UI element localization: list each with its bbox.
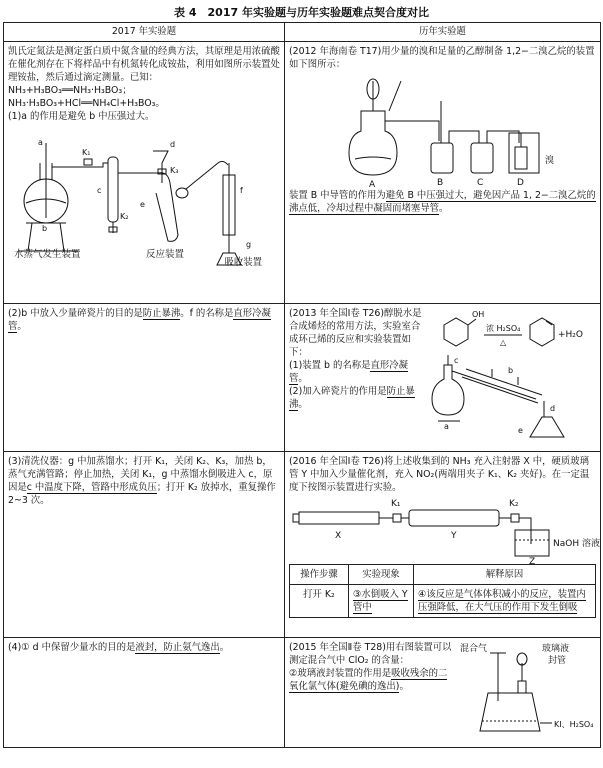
eq-condition-heat: △ <box>500 338 507 347</box>
phenomenon-reason-text: ④该反应是气体体积减小的反应，装置内压强降低，在大气压的作用下发生倒吸 <box>418 589 586 613</box>
fig2-label-B: B <box>437 178 444 188</box>
row4-left-pre: (4)① d 中保留少量水的目的是 <box>8 642 136 653</box>
row1-right-intro: (2012 年海南卷 T17)用少量的溴和足量的乙醇制备 1,2−二溴乙烷的装置如下图所示： <box>289 46 595 70</box>
row2-q1-post: 。 <box>298 373 308 384</box>
row4-left-post: 。 <box>219 642 230 653</box>
row1-left <box>4 42 285 304</box>
fig4-label-naoh: NaOH 溶液 <box>553 539 600 549</box>
row3-left-post: ；打开 K₂ 放掉水，重复操作 2~3 次。 <box>8 482 276 506</box>
nh3-no2-apparatus-figure <box>289 494 600 567</box>
fig4-label-k2: K₂ <box>509 499 519 509</box>
fig1-label-k3: K₃ <box>170 166 179 175</box>
row4-right <box>285 638 601 748</box>
fig1-caption-reaction: 反应装置 <box>146 249 185 260</box>
phenomenon-table <box>289 564 596 618</box>
fig3-label-b: b <box>508 366 514 375</box>
row1-right-answer <box>289 189 596 215</box>
kjeldahl-apparatus-figure <box>8 123 278 258</box>
row3-left <box>4 452 285 638</box>
row3-right <box>285 452 601 638</box>
fig4-label-y: Y <box>451 531 457 541</box>
row4-left <box>4 638 285 748</box>
phenomenon-step: 打开 K₂ <box>290 585 349 618</box>
row1-right-answer-post: 。 <box>439 203 449 214</box>
row2-left-pre: (2)b 中放入少量碎瓷片的目的是 <box>8 308 143 319</box>
phenomenon-reason <box>414 585 596 618</box>
row2-q2-pre: (2)加入碎瓷片的作用是 <box>289 386 387 397</box>
phenomenon-observation-text: ③水倒吸入 Y 管中 <box>353 589 408 613</box>
row4-left-underlined: 液封，防止氨气逸出 <box>135 642 220 653</box>
table-row-2 <box>4 304 601 452</box>
row4-right-intro: (2015 年全国Ⅱ卷 T28)用右图装置可以测定混合气中 ClO₂ 的含量： <box>289 642 452 666</box>
row4-right-q-post: 。 <box>399 681 409 692</box>
fig3-label-d: d <box>550 404 556 413</box>
fig2-label-bromine: 溴 <box>545 156 555 166</box>
fig1-label-b: b <box>42 224 48 233</box>
row1-right-answer-pre: 装置 B 中导管的作用为 <box>289 190 386 201</box>
fig3-label-a: a <box>444 422 449 431</box>
phenomenon-header-reason: 解释原因 <box>414 565 596 585</box>
fig1-label-k1: K₁ <box>82 148 91 157</box>
eq-condition-acid: 浓 H₂SO₄ <box>486 324 521 333</box>
row3-left-underlined: c 中温度下降，管路中形成负压 <box>26 482 157 493</box>
fig4-label-z: Z <box>529 557 536 567</box>
row3-right-intro: (2016 年全国Ⅰ卷 T26)将上述收集到的 NH₃ 充入注射器 X 中，硬质玻璃管 Y 中加入少量催化剂，充入 NO₂(两端用夹子 K₁、K₂ 夹好)。在一定温度下按图示装置进行实验。 <box>289 456 590 493</box>
fig1-label-c: c <box>97 186 102 195</box>
fig5-label-reagent: KI、H₂SO₄ <box>554 720 594 729</box>
row2-q2-underlined: 防止暴沸 <box>289 386 415 410</box>
dibromoethane-apparatus-figure <box>289 71 595 189</box>
row2-left <box>4 304 285 452</box>
fig3-label-c: c <box>454 356 459 365</box>
row4-right-q-pre: ②玻璃液封装置的作用是 <box>289 668 392 679</box>
row2-left-u2: 直形冷凝管 <box>8 308 271 332</box>
fig3-label-e: e <box>518 426 523 435</box>
fig5-label-seal-2: 封管 <box>548 656 567 666</box>
row1-left-text: 凯氏定氮法是测定蛋白质中氮含量的经典方法，其原理是用浓硫酸在催化剂存在下将样品中有机氮转化成铵盐，利用如图所示装置处理铵盐，然后通过滴定测量。已知：NH₃+H₃BO₃══NH₃·H₃BO₃；NH₃·H₃BO₃+HCl══NH₄Cl+H₃BO₃。 <box>8 46 280 109</box>
phenomenon-row <box>290 585 596 618</box>
fig4-label-k1: K₁ <box>391 499 401 509</box>
table-row-3 <box>4 452 601 638</box>
header-past: 历年实验题 <box>285 23 601 42</box>
row2-right-intro: (2013 年全国Ⅰ卷 T26)醇脱水是合成烯烃的常用方法，实验室合成环己烯的反应和实验装置如下： <box>289 308 422 358</box>
row2-left-u1: 防止暴沸 <box>142 308 181 319</box>
row1-right-answer-underlined: 避免 B 中压强过大，避免因产品 1, 2−二溴乙烷的沸点低，冷却过程中凝固而堵塞导管 <box>289 190 596 214</box>
row2-q2-post: 。 <box>298 399 308 410</box>
table-row-1 <box>4 42 601 304</box>
header-2017: 2017 年实验题 <box>4 23 285 42</box>
fig1-label-k2: K₂ <box>120 212 129 221</box>
fig1-label-d: d <box>170 140 176 149</box>
fig1-label-e: e <box>140 200 145 209</box>
phenomenon-header-row <box>290 565 596 585</box>
header-row <box>4 23 601 42</box>
fig4-label-x: X <box>335 531 342 541</box>
eq-product: +H₂O <box>558 330 584 340</box>
fig5-label-seal-1: 玻璃液 <box>542 644 570 654</box>
fig5-label-mixed-gas: 混合气 <box>460 644 488 654</box>
fig1-caption-absorb: 吸收装置 <box>224 257 262 268</box>
fig1-label-a: a <box>38 138 43 147</box>
fig1-caption-steam: 水蒸气发生装置 <box>14 249 81 260</box>
row1-left-question: (1)a 的作用是避免 b 中压强过大。 <box>8 111 155 122</box>
row2-q1-pre: (1)装置 b 的名称是 <box>289 360 371 371</box>
row1-right <box>285 42 601 304</box>
cyclohexene-reaction-figure <box>426 307 596 445</box>
fig2-label-A: A <box>369 180 376 190</box>
phenomenon-header-step: 操作步骤 <box>290 565 349 585</box>
row2-left-post: 。 <box>17 321 27 332</box>
fig1-label-g: g <box>246 240 252 249</box>
row2-q1-underlined: 直形冷凝管 <box>289 360 408 384</box>
row2-left-mid: 。f 的名称是 <box>180 308 234 319</box>
fig2-label-C: C <box>477 178 484 188</box>
phenomenon-header-phenomenon: 实验现象 <box>349 565 414 585</box>
row3-left-pre: (3)清洗仪器：g 中加蒸馏水；打开 K₁，关闭 K₂、K₃，加热 b，蒸气充满管路；停止加热，关闭 K₁，g 中蒸馏水倒吸进入 c，原因是 <box>8 456 273 493</box>
row4-right-q-underlined: 吸收残余的二氧化氯气体(避免碘的逸出) <box>289 668 448 692</box>
comparison-table <box>3 22 601 748</box>
table-title: 表 4 2017 年实验题与历年实验题难点契合度对比 <box>174 6 429 19</box>
row2-right <box>285 304 601 452</box>
clo2-apparatus-figure <box>458 641 596 741</box>
fig1-label-f: f <box>240 186 243 195</box>
fig2-label-D: D <box>517 178 524 188</box>
eq-oh: OH <box>472 310 485 319</box>
table-row-4 <box>4 638 601 748</box>
phenomenon-observation <box>349 585 414 618</box>
